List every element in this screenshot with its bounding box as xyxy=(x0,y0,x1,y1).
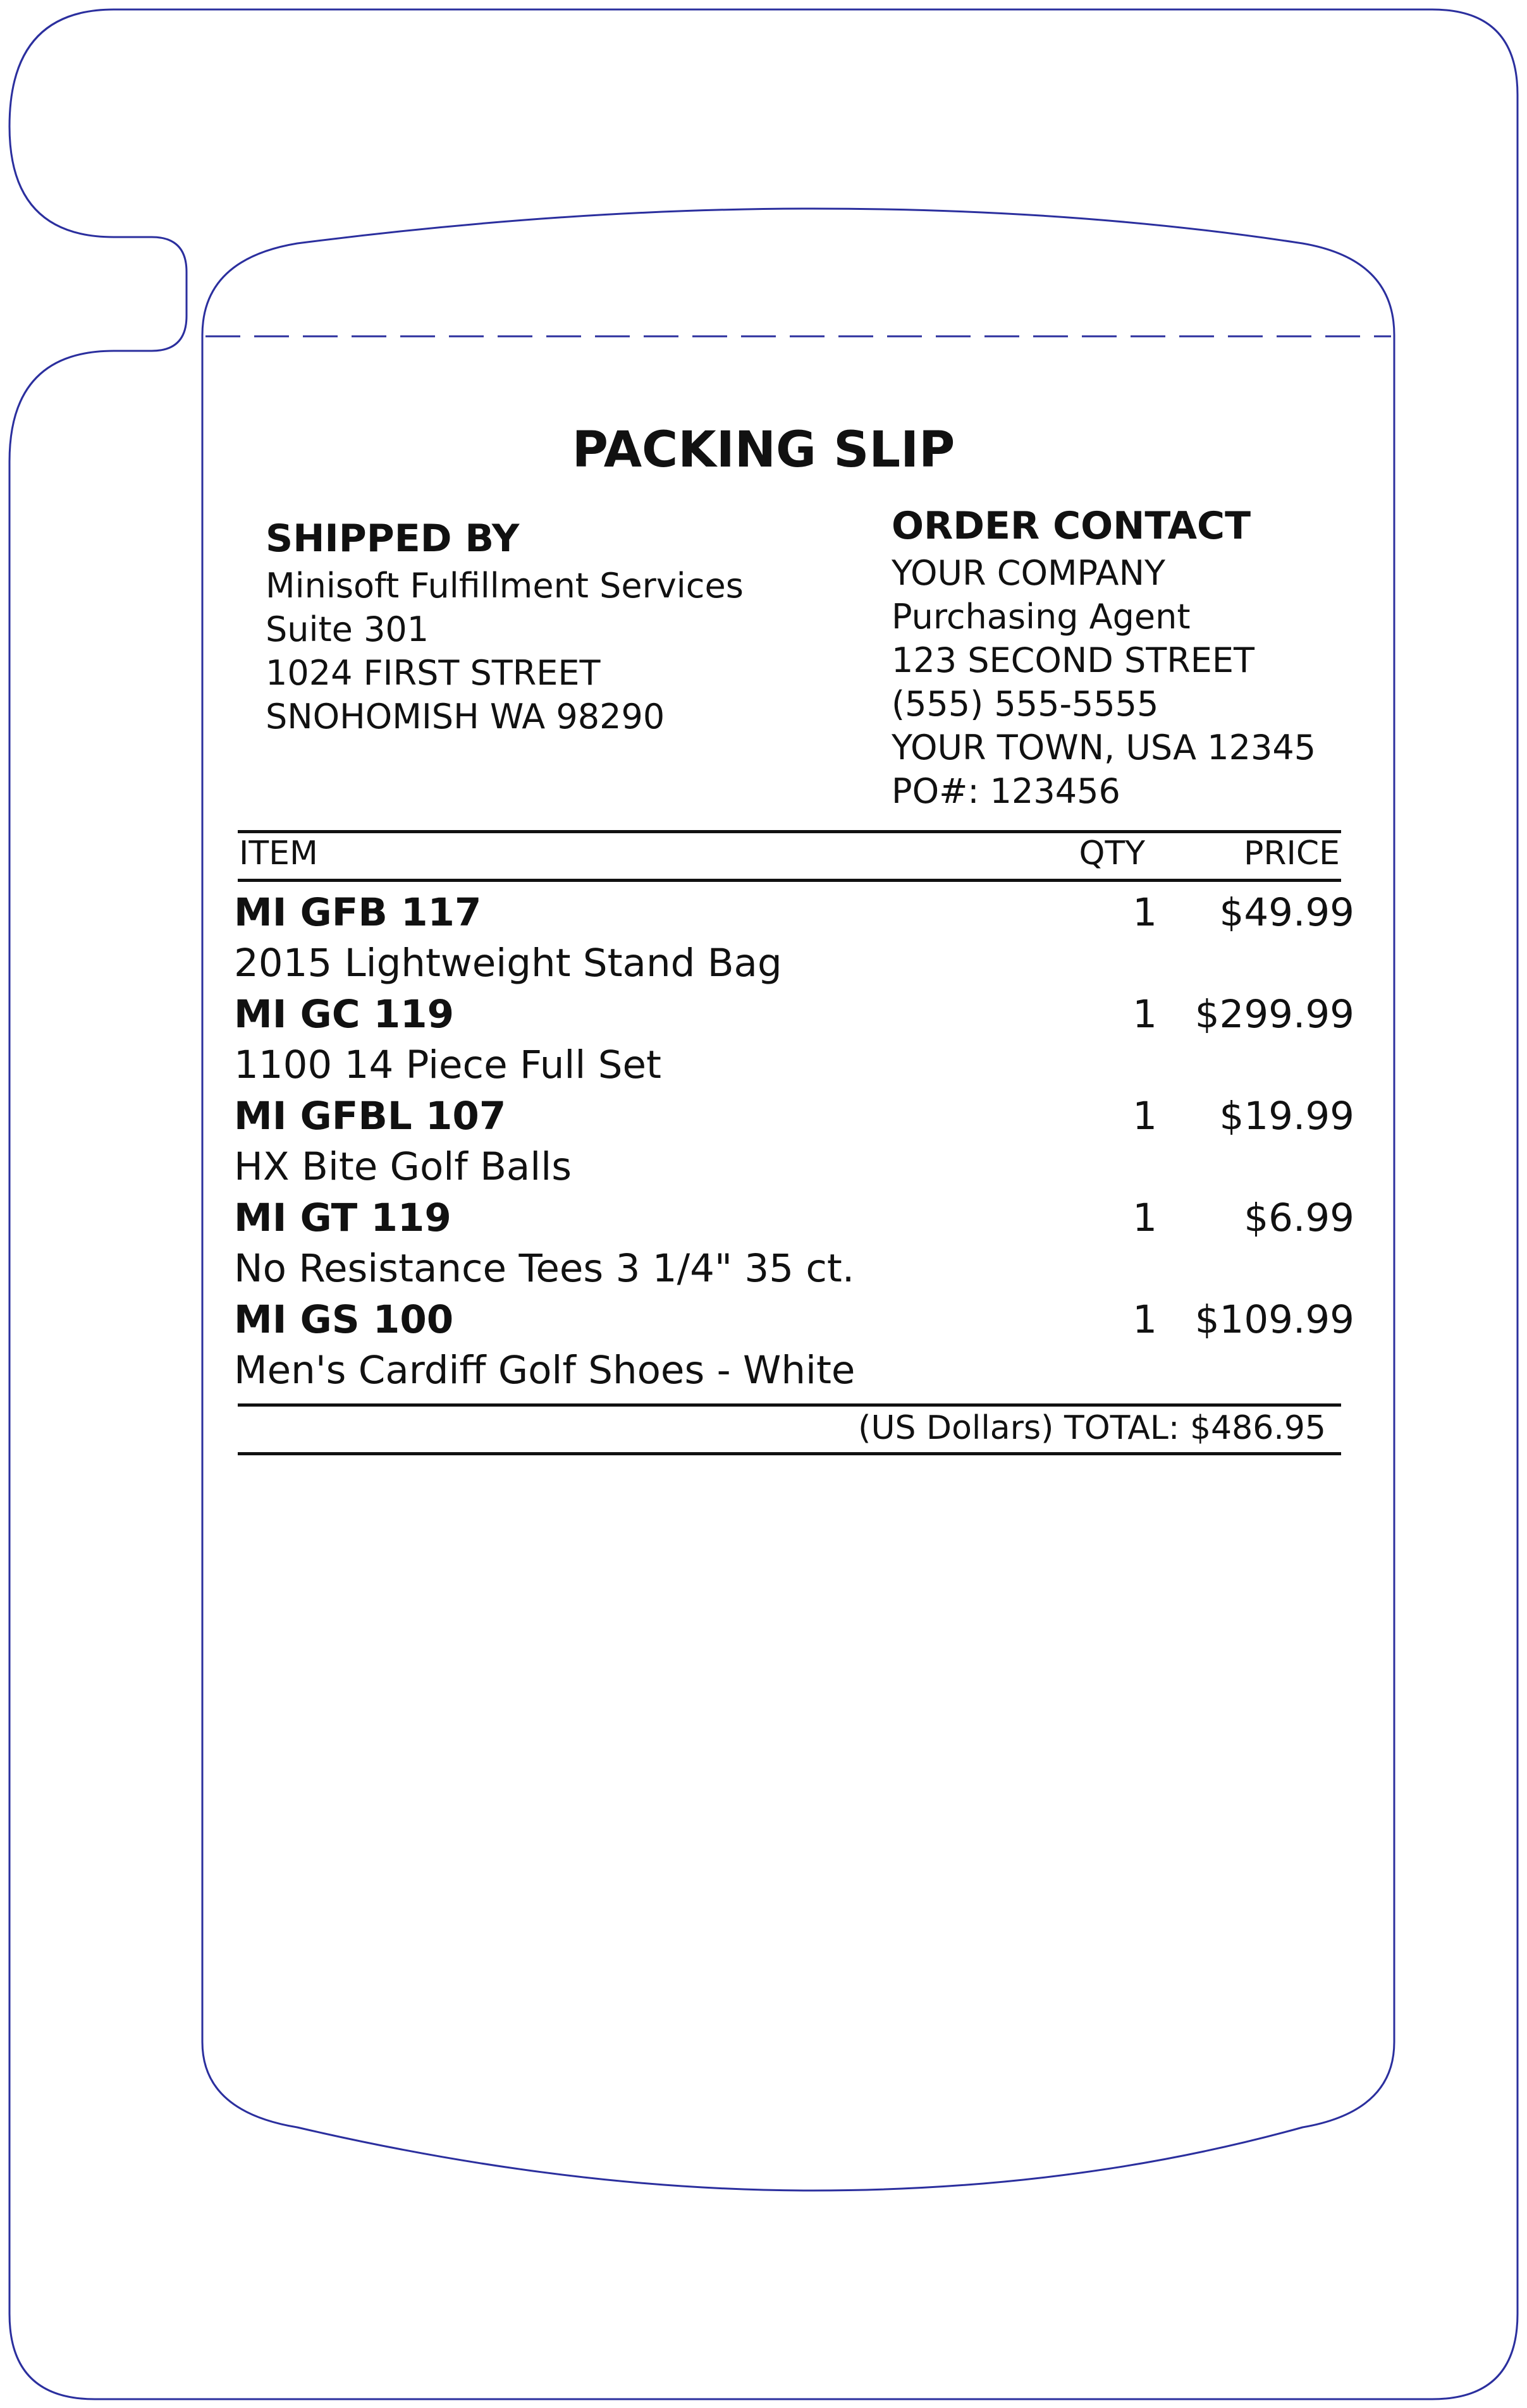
item-description: 1100 14 Piece Full Set xyxy=(234,1042,661,1087)
order-contact-line: 123 SECOND STREET xyxy=(892,640,1254,680)
table-bottom-rule xyxy=(238,1452,1341,1455)
column-header-qty: QTY xyxy=(1079,834,1145,872)
item-sku: MI GT 119 xyxy=(234,1195,451,1240)
item-description: 2015 Lightweight Stand Bag xyxy=(234,941,782,986)
shipped-by-line: Minisoft Fulfillment Services xyxy=(266,566,744,606)
shipped-by-heading: SHIPPED BY xyxy=(266,516,520,561)
item-sku: MI GC 119 xyxy=(234,992,455,1037)
order-contact-line: PO#: 123456 xyxy=(892,771,1120,811)
page-title: PACKING SLIP xyxy=(572,422,955,479)
item-sku: MI GS 100 xyxy=(234,1297,454,1342)
item-qty: 1 xyxy=(1132,1094,1157,1139)
shipped-by-line: Suite 301 xyxy=(266,609,429,649)
order-contact-line: Purchasing Agent xyxy=(892,597,1191,637)
column-header-item: ITEM xyxy=(239,834,318,872)
table-row xyxy=(234,1193,1354,1295)
item-description: Men's Cardiff Golf Shoes - White xyxy=(234,1348,855,1393)
shipped-by-line: 1024 FIRST STREET xyxy=(266,653,601,693)
item-price: $49.99 xyxy=(1219,890,1354,935)
item-qty: 1 xyxy=(1132,1297,1157,1342)
item-qty: 1 xyxy=(1132,1195,1157,1240)
order-contact-heading: ORDER CONTACT xyxy=(892,504,1251,548)
item-price: $6.99 xyxy=(1244,1195,1354,1240)
order-total: (US Dollars) TOTAL: $486.95 xyxy=(858,1409,1326,1447)
table-row xyxy=(234,1091,1354,1193)
item-price: $299.99 xyxy=(1194,992,1354,1037)
shipped-by-line: SNOHOMISH WA 98290 xyxy=(266,697,665,736)
item-price: $109.99 xyxy=(1194,1297,1354,1342)
item-price: $19.99 xyxy=(1219,1094,1354,1139)
item-description: No Resistance Tees 3 1/4" 35 ct. xyxy=(234,1246,855,1291)
table-row xyxy=(234,989,1354,1091)
table-row xyxy=(234,888,1354,989)
item-qty: 1 xyxy=(1132,890,1157,935)
table-row xyxy=(234,1295,1354,1397)
table-top-rule xyxy=(238,830,1341,833)
order-contact-line: YOUR TOWN, USA 12345 xyxy=(892,728,1316,767)
item-sku: MI GFB 117 xyxy=(234,890,482,935)
table-header-rule xyxy=(238,879,1341,882)
order-contact-line: YOUR COMPANY xyxy=(892,553,1165,593)
column-header-price: PRICE xyxy=(1244,834,1340,872)
order-contact-line: (555) 555-5555 xyxy=(892,684,1159,724)
item-description: HX Bite Golf Balls xyxy=(234,1144,572,1189)
item-sku: MI GFBL 107 xyxy=(234,1094,506,1139)
item-qty: 1 xyxy=(1132,992,1157,1037)
